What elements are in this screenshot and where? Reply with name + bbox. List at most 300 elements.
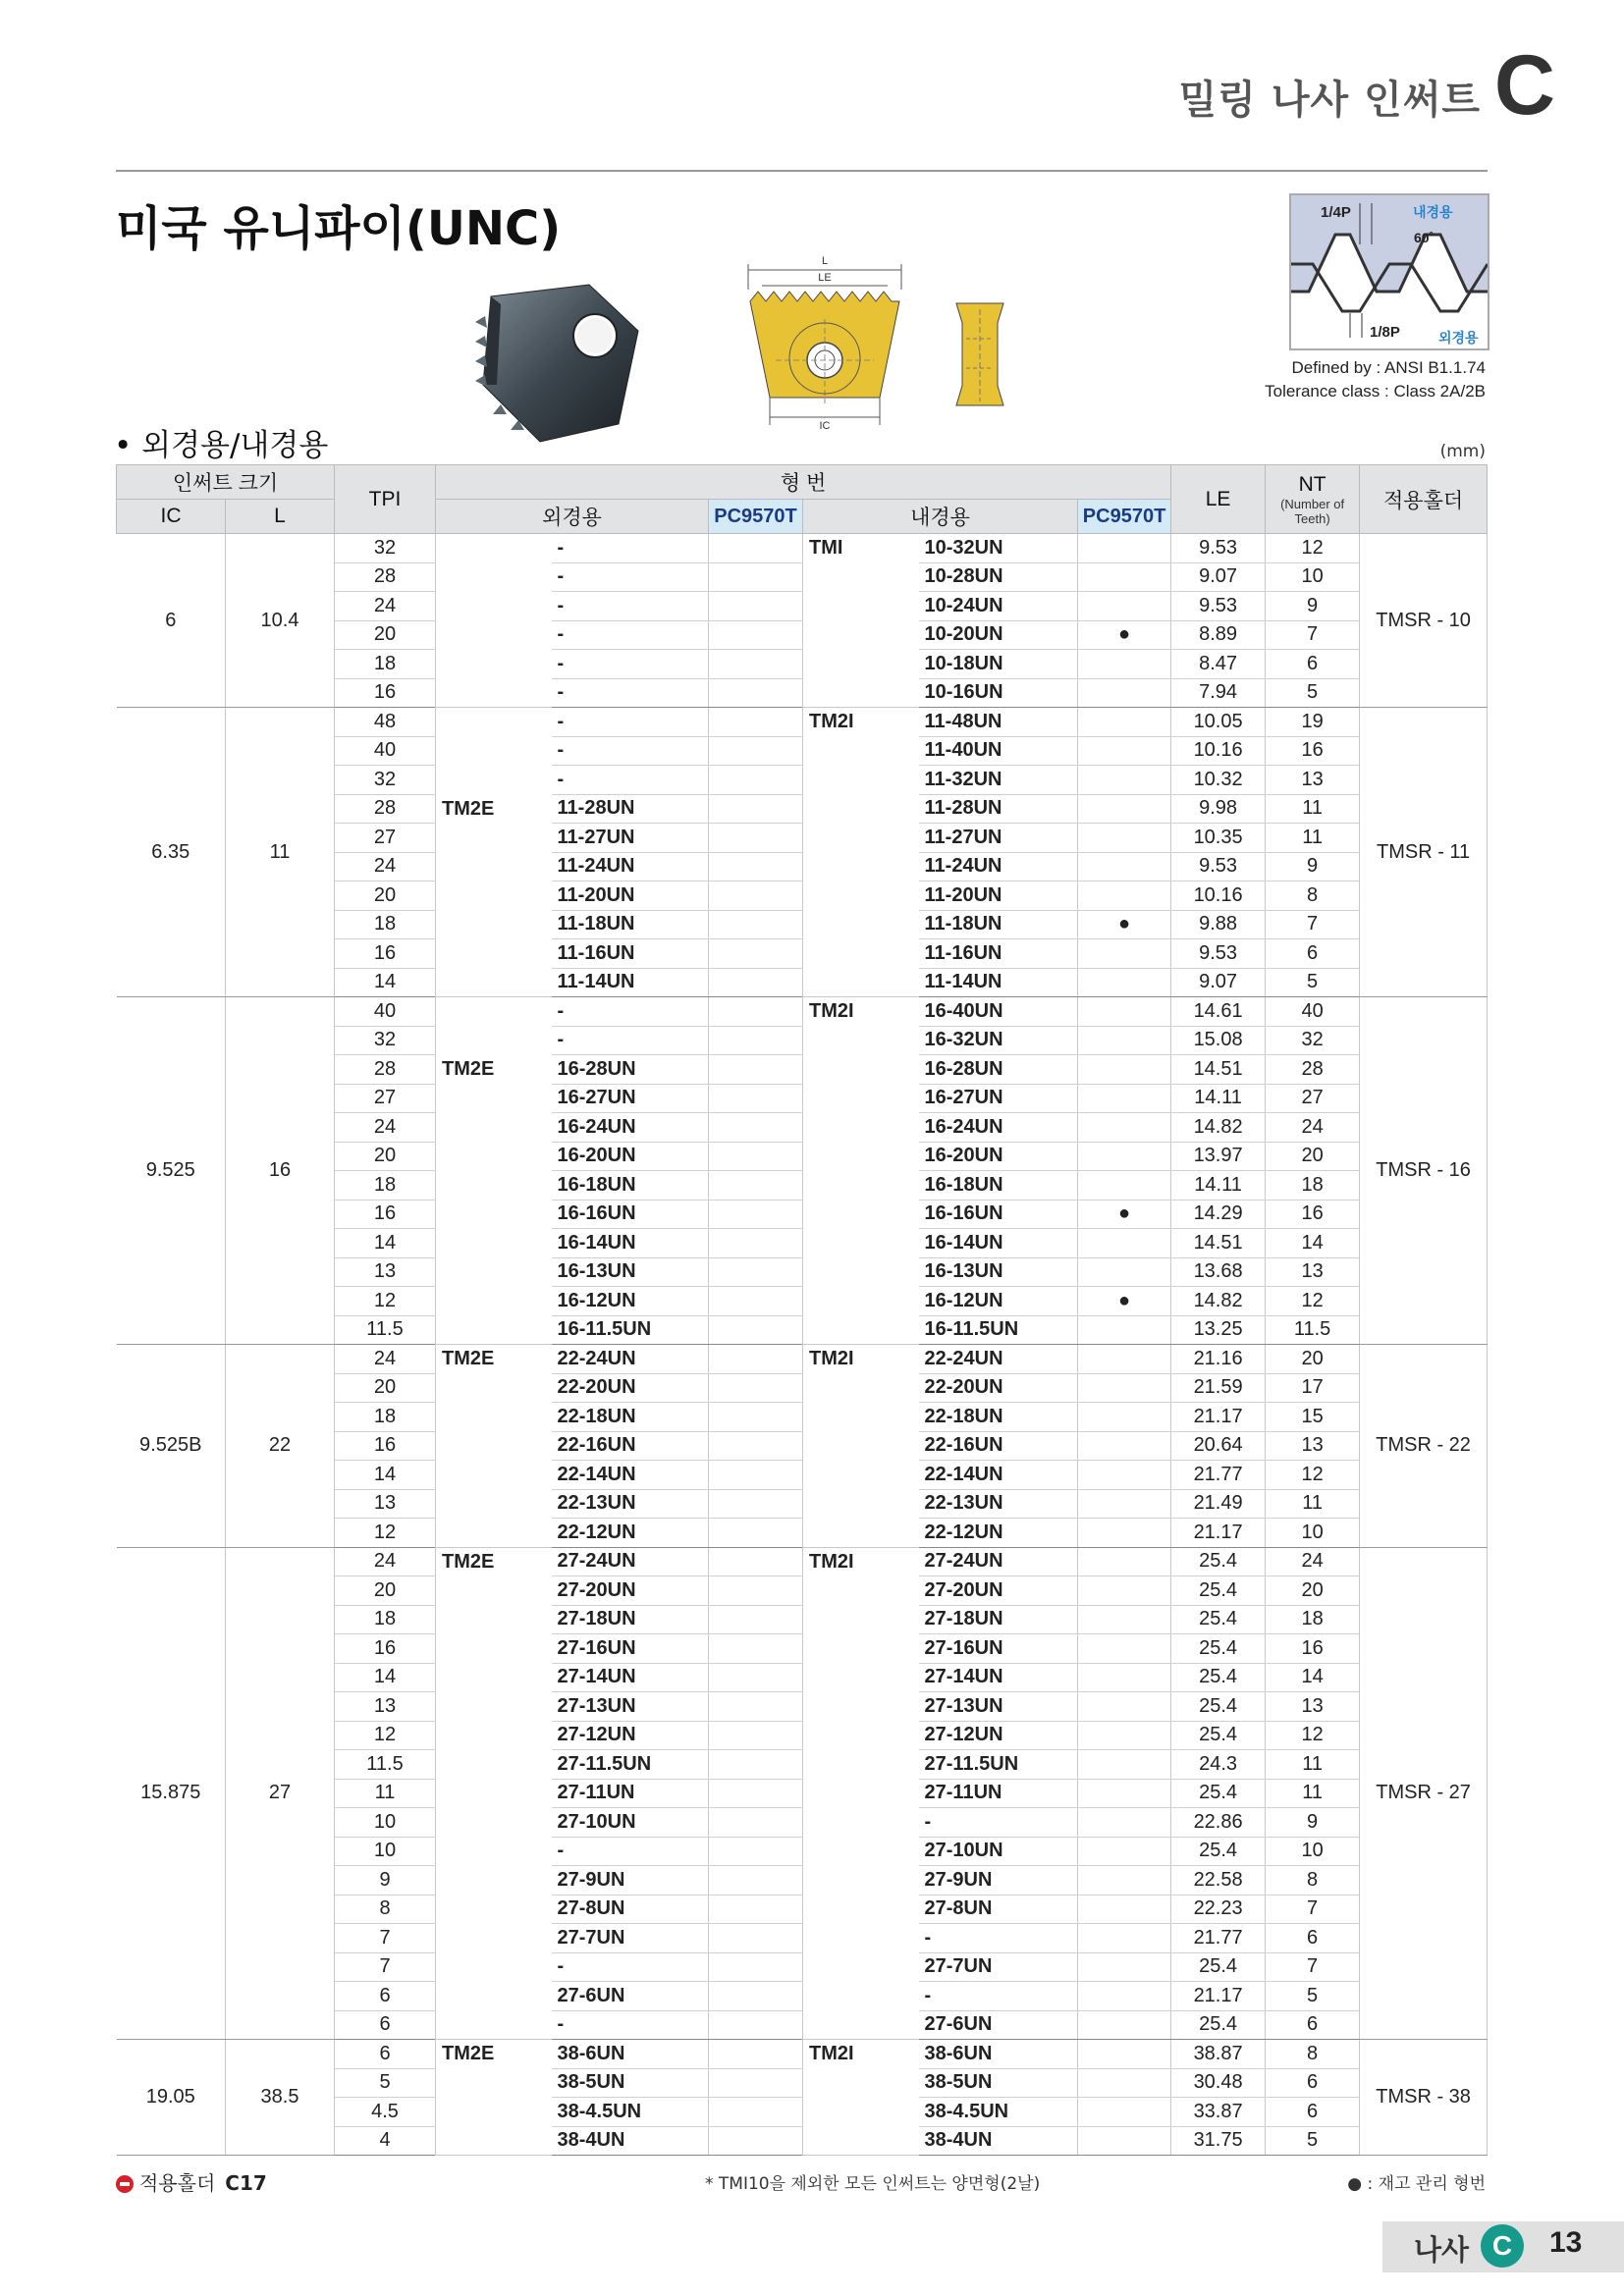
pc9570t-external-cell xyxy=(709,1519,803,1548)
pc9570t-internal-cell: ● xyxy=(1078,620,1171,650)
external-code-cell: - xyxy=(552,534,709,563)
tpi-cell: 8 xyxy=(335,1895,436,1924)
le-cell: 14.51 xyxy=(1171,1055,1266,1085)
l-cell: 38.5 xyxy=(226,2040,335,2156)
tpi-cell: 16 xyxy=(335,1431,436,1461)
tab-label: 나사 xyxy=(1414,2233,1470,2267)
tpi-cell: 12 xyxy=(335,1287,436,1316)
tpi-header: TPI xyxy=(335,465,436,534)
double-sided-note: * TMI10을 제외한 모든 인써트는 양면형(2날) xyxy=(705,2174,1041,2194)
pc9570t-external-cell xyxy=(709,736,803,766)
spec-table-body xyxy=(117,534,1488,2156)
tpi-cell: 14 xyxy=(335,968,436,997)
thread-profile-diagram xyxy=(1289,193,1489,350)
nt-cell: 11 xyxy=(1266,794,1360,824)
le-cell: 14.82 xyxy=(1171,1287,1266,1316)
holder-reference xyxy=(116,2167,267,2196)
tpi-cell: 20 xyxy=(335,1373,436,1403)
internal-code-cell: 16-32UN xyxy=(919,1026,1078,1055)
external-code-cell: 27-18UN xyxy=(552,1605,709,1634)
defined-by-line: Defined by : ANSI B1.1.74 xyxy=(1291,358,1486,377)
internal-code-cell: 10-20UN xyxy=(919,620,1078,650)
pc9570t-internal-cell xyxy=(1078,1924,1171,1953)
pc9570t-external-cell xyxy=(709,592,803,621)
internal-code-cell: 16-18UN xyxy=(919,1171,1078,1201)
internal-series-cell: TM2I xyxy=(803,1547,919,2040)
pc9570t-internal-cell xyxy=(1078,852,1171,881)
external-code-cell: - xyxy=(552,766,709,795)
external-code-cell: 22-24UN xyxy=(552,1345,709,1374)
pc9570t-internal-cell xyxy=(1078,1547,1171,1576)
holder-cell: TMSR - 10 xyxy=(1360,534,1488,708)
nt-cell: 10 xyxy=(1266,562,1360,592)
internal-code-cell: 22-14UN xyxy=(919,1461,1078,1490)
internal-header: 내경용 xyxy=(803,500,1078,534)
le-cell: 25.4 xyxy=(1171,2010,1266,2040)
tpi-cell: 20 xyxy=(335,1142,436,1171)
pc9570t-internal-cell xyxy=(1078,650,1171,679)
pc9570t-internal-cell xyxy=(1078,1113,1171,1143)
pc9570t-external-cell xyxy=(709,1605,803,1634)
external-code-cell: 16-14UN xyxy=(552,1229,709,1258)
external-code-cell: - xyxy=(552,562,709,592)
external-code-cell: 16-27UN xyxy=(552,1084,709,1113)
internal-code-cell: 16-20UN xyxy=(919,1142,1078,1171)
pc9570t-internal-cell xyxy=(1078,1171,1171,1201)
pc9570t-external-cell xyxy=(709,1634,803,1664)
external-code-cell: 27-9UN xyxy=(552,1866,709,1896)
external-code-cell: 16-24UN xyxy=(552,1113,709,1143)
pc9570t-internal-cell xyxy=(1078,1519,1171,1548)
internal-code-cell: 27-9UN xyxy=(919,1866,1078,1896)
holder-cell: TMSR - 11 xyxy=(1360,708,1488,997)
tpi-cell: 5 xyxy=(335,2068,436,2098)
le-cell: 33.87 xyxy=(1171,2098,1266,2127)
external-code-cell: 22-12UN xyxy=(552,1519,709,1548)
internal-code-cell: 22-12UN xyxy=(919,1519,1078,1548)
nt-cell: 11 xyxy=(1266,1750,1360,1780)
pc9570t-external-cell xyxy=(709,824,803,853)
pc9570t-internal-cell xyxy=(1078,1461,1171,1490)
pc9570t-internal-cell xyxy=(1078,968,1171,997)
pc9570t-external-cell xyxy=(709,794,803,824)
le-cell: 9.98 xyxy=(1171,794,1266,824)
pc9570t-internal-cell xyxy=(1078,708,1171,737)
external-series-label: TM2E xyxy=(442,1550,495,1573)
arrow-circle-icon xyxy=(116,2175,134,2193)
tpi-cell: 28 xyxy=(335,562,436,592)
tolerance-class-line: Tolerance class : Class 2A/2B xyxy=(1265,382,1486,400)
pc9570t-external-cell xyxy=(709,968,803,997)
external-code-cell: 27-11UN xyxy=(552,1779,709,1808)
ic-cell: 9.525B xyxy=(117,1345,226,1548)
holder-reference-page[interactable]: C17 xyxy=(225,2171,267,2195)
external-code-cell: 22-20UN xyxy=(552,1373,709,1403)
tpi-cell: 24 xyxy=(335,1345,436,1374)
le-cell: 25.4 xyxy=(1171,1721,1266,1750)
le-cell: 25.4 xyxy=(1171,1605,1266,1634)
pc9570t-external-cell xyxy=(709,2040,803,2069)
tpi-cell: 40 xyxy=(335,997,436,1027)
nt-cell: 6 xyxy=(1266,650,1360,679)
spec-table xyxy=(116,464,1488,2156)
nt-cell: 7 xyxy=(1266,620,1360,650)
internal-code-cell: 22-18UN xyxy=(919,1403,1078,1432)
external-code-cell: 22-18UN xyxy=(552,1403,709,1432)
internal-code-cell: 38-4.5UN xyxy=(919,2098,1078,2127)
external-code-cell: 27-10UN xyxy=(552,1808,709,1838)
pc9570t-internal-cell xyxy=(1078,562,1171,592)
nt-cell: 15 xyxy=(1266,1403,1360,1432)
nt-cell: 12 xyxy=(1266,1461,1360,1490)
le-cell: 10.35 xyxy=(1171,824,1266,853)
nt-cell: 13 xyxy=(1266,1431,1360,1461)
pc9570t-internal-cell xyxy=(1078,1866,1171,1896)
internal-code-cell: 11-48UN xyxy=(919,708,1078,737)
external-code-cell: 38-4UN xyxy=(552,2126,709,2156)
tpi-cell: 10 xyxy=(335,1808,436,1838)
external-code-cell: 27-8UN xyxy=(552,1895,709,1924)
nt-cell: 24 xyxy=(1266,1547,1360,1576)
nt-cell: 20 xyxy=(1266,1345,1360,1374)
le-cell: 9.53 xyxy=(1171,939,1266,969)
quarter-pitch-label: 1/4P xyxy=(1321,204,1351,221)
internal-code-cell: 16-24UN xyxy=(919,1113,1078,1143)
external-code-cell: - xyxy=(552,678,709,708)
tpi-cell: 18 xyxy=(335,650,436,679)
internal-code-cell: 11-20UN xyxy=(919,881,1078,911)
tpi-cell: 32 xyxy=(335,534,436,563)
internal-code-cell: 16-27UN xyxy=(919,1084,1078,1113)
le-cell: 25.4 xyxy=(1171,1952,1266,1982)
pc9570t-internal-cell xyxy=(1078,1605,1171,1634)
pc9570t-external-cell xyxy=(709,2068,803,2098)
external-code-cell: 11-28UN xyxy=(552,794,709,824)
external-code-cell: 38-5UN xyxy=(552,2068,709,2098)
le-cell: 20.64 xyxy=(1171,1431,1266,1461)
internal-code-cell: 27-11UN xyxy=(919,1779,1078,1808)
tpi-cell: 48 xyxy=(335,708,436,737)
nt-cell: 8 xyxy=(1266,881,1360,911)
le-cell: 25.4 xyxy=(1171,1663,1266,1692)
holder-cell: TMSR - 27 xyxy=(1360,1547,1488,2040)
tpi-cell: 13 xyxy=(335,1489,436,1519)
table-row xyxy=(117,1547,1488,1576)
pc9570t-internal-cell: ● xyxy=(1078,910,1171,939)
ic-dimension-label: IC xyxy=(819,420,831,432)
internal-code-cell: 27-18UN xyxy=(919,1605,1078,1634)
l-cell: 11 xyxy=(226,708,335,997)
internal-code-cell: 27-7UN xyxy=(919,1952,1078,1982)
external-code-cell: 38-4.5UN xyxy=(552,2098,709,2127)
page-title: 미국 유니파이(UNC) xyxy=(116,201,562,256)
le-cell: 22.23 xyxy=(1171,1895,1266,1924)
external-code-cell: 22-16UN xyxy=(552,1431,709,1461)
internal-code-cell: 27-16UN xyxy=(919,1634,1078,1664)
internal-code-cell: 10-16UN xyxy=(919,678,1078,708)
external-code-cell: 27-20UN xyxy=(552,1576,709,1606)
tpi-cell: 11.5 xyxy=(335,1315,436,1345)
le-cell: 21.17 xyxy=(1171,1519,1266,1548)
pc9570t-external-header: PC9570T xyxy=(709,500,803,534)
chapter-title: 밀링 나사 인써트 xyxy=(1178,78,1481,123)
le-cell: 21.49 xyxy=(1171,1489,1266,1519)
pc9570t-internal-cell xyxy=(1078,2126,1171,2156)
nt-cell: 18 xyxy=(1266,1171,1360,1201)
le-cell: 25.4 xyxy=(1171,1576,1266,1606)
le-cell: 9.53 xyxy=(1171,534,1266,563)
le-cell: 9.07 xyxy=(1171,968,1266,997)
nt-cell: 12 xyxy=(1266,534,1360,563)
holder-cell: TMSR - 38 xyxy=(1360,2040,1488,2156)
pc9570t-internal-cell xyxy=(1078,592,1171,621)
internal-code-cell: 27-6UN xyxy=(919,2010,1078,2040)
tpi-cell: 27 xyxy=(335,1084,436,1113)
pc9570t-external-cell xyxy=(709,1315,803,1345)
pc9570t-external-cell xyxy=(709,1808,803,1838)
le-cell: 8.47 xyxy=(1171,650,1266,679)
nt-cell: 11 xyxy=(1266,824,1360,853)
tpi-cell: 6 xyxy=(335,2010,436,2040)
le-cell: 10.32 xyxy=(1171,766,1266,795)
pc9570t-internal-cell xyxy=(1078,534,1171,563)
internal-series-cell: TM2I xyxy=(803,2040,919,2156)
holder-header: 적용홀더 xyxy=(1360,465,1488,534)
tpi-cell: 16 xyxy=(335,678,436,708)
nt-cell: 10 xyxy=(1266,1837,1360,1866)
le-cell: 31.75 xyxy=(1171,2126,1266,2156)
standard-spec xyxy=(1265,356,1486,403)
tpi-cell: 16 xyxy=(335,939,436,969)
pc9570t-internal-cell xyxy=(1078,1750,1171,1780)
pc9570t-external-cell xyxy=(709,1866,803,1896)
pc9570t-external-cell xyxy=(709,1287,803,1316)
external-series-label: TM2E xyxy=(442,2043,495,2064)
tpi-cell: 28 xyxy=(335,794,436,824)
pc9570t-internal-cell xyxy=(1078,1026,1171,1055)
table-row xyxy=(117,708,1488,737)
tpi-cell: 20 xyxy=(335,620,436,650)
pc9570t-external-cell xyxy=(709,1229,803,1258)
nt-cell: 6 xyxy=(1266,2098,1360,2127)
pc9570t-external-cell xyxy=(709,2010,803,2040)
tpi-cell: 24 xyxy=(335,852,436,881)
le-cell: 10.05 xyxy=(1171,708,1266,737)
pc9570t-internal-cell xyxy=(1078,1373,1171,1403)
pc9570t-internal-cell xyxy=(1078,1345,1171,1374)
tpi-cell: 32 xyxy=(335,1026,436,1055)
external-series-label: TM2E xyxy=(442,797,495,820)
external-code-cell: - xyxy=(552,736,709,766)
external-code-cell: 22-13UN xyxy=(552,1489,709,1519)
le-cell: 22.58 xyxy=(1171,1866,1266,1896)
insert-side-drawing xyxy=(952,299,1007,409)
pc9570t-internal-cell: ● xyxy=(1078,1200,1171,1229)
le-cell: 24.3 xyxy=(1171,1750,1266,1780)
internal-code-cell: 11-32UN xyxy=(919,766,1078,795)
le-cell: 21.59 xyxy=(1171,1373,1266,1403)
internal-label: 내경용 xyxy=(1413,205,1453,221)
internal-code-cell: 27-8UN xyxy=(919,1895,1078,1924)
external-code-cell: - xyxy=(552,708,709,737)
pc9570t-internal-cell xyxy=(1078,1779,1171,1808)
nt-cell: 20 xyxy=(1266,1576,1360,1606)
tpi-cell: 18 xyxy=(335,1403,436,1432)
le-cell: 13.25 xyxy=(1171,1315,1266,1345)
internal-series-cell: TMI xyxy=(803,534,919,708)
tpi-cell: 10 xyxy=(335,1837,436,1866)
tpi-cell: 16 xyxy=(335,1200,436,1229)
tpi-cell: 20 xyxy=(335,881,436,911)
page-number: 13 xyxy=(1549,2226,1583,2259)
pc9570t-external-cell xyxy=(709,852,803,881)
holder-reference-label: 적용홀더 xyxy=(139,2171,216,2195)
nt-cell: 13 xyxy=(1266,766,1360,795)
pc9570t-internal-cell: ● xyxy=(1078,1287,1171,1316)
internal-code-cell: 27-13UN xyxy=(919,1692,1078,1722)
nt-cell: 9 xyxy=(1266,592,1360,621)
tpi-cell: 14 xyxy=(335,1229,436,1258)
nt-cell: 6 xyxy=(1266,1924,1360,1953)
le-cell: 21.77 xyxy=(1171,1461,1266,1490)
tpi-cell: 24 xyxy=(335,1547,436,1576)
pc9570t-external-cell xyxy=(709,1721,803,1750)
le-dimension-label: LE xyxy=(818,272,832,284)
internal-code-cell: 27-10UN xyxy=(919,1837,1078,1866)
pc9570t-internal-cell xyxy=(1078,1721,1171,1750)
internal-code-cell: 10-18UN xyxy=(919,650,1078,679)
pc9570t-internal-cell xyxy=(1078,881,1171,911)
external-series-cell xyxy=(436,534,552,708)
le-cell: 9.88 xyxy=(1171,910,1266,939)
le-cell: 10.16 xyxy=(1171,881,1266,911)
nt-cell: 5 xyxy=(1266,678,1360,708)
tpi-cell: 28 xyxy=(335,1055,436,1085)
external-code-cell: 38-6UN xyxy=(552,2040,709,2069)
le-cell: 22.86 xyxy=(1171,1808,1266,1838)
internal-code-cell: 16-14UN xyxy=(919,1229,1078,1258)
table-row xyxy=(117,1345,1488,1374)
pc9570t-external-cell xyxy=(709,1982,803,2011)
nt-cell: 7 xyxy=(1266,1952,1360,1982)
tpi-cell: 11.5 xyxy=(335,1750,436,1780)
external-header: 외경용 xyxy=(436,500,709,534)
pc9570t-internal-header: PC9570T xyxy=(1078,500,1171,534)
pc9570t-external-cell xyxy=(709,534,803,563)
external-code-cell: 27-7UN xyxy=(552,1924,709,1953)
l-dimension-label: L xyxy=(821,255,829,267)
ic-cell: 9.525 xyxy=(117,997,226,1345)
nt-cell: 12 xyxy=(1266,1721,1360,1750)
tpi-cell: 4 xyxy=(335,2126,436,2156)
tpi-cell: 20 xyxy=(335,1576,436,1606)
external-code-cell: 11-18UN xyxy=(552,910,709,939)
le-cell: 25.4 xyxy=(1171,1837,1266,1866)
external-code-cell: 27-11.5UN xyxy=(552,1750,709,1780)
le-cell: 14.61 xyxy=(1171,997,1266,1027)
external-code-cell: 16-28UN xyxy=(552,1055,709,1085)
nt-cell: 40 xyxy=(1266,997,1360,1027)
tpi-cell: 7 xyxy=(335,1952,436,1982)
nt-cell: 8 xyxy=(1266,2040,1360,2069)
internal-code-cell: 16-16UN xyxy=(919,1200,1078,1229)
nt-cell: 5 xyxy=(1266,2126,1360,2156)
ic-cell: 6.35 xyxy=(117,708,226,997)
pc9570t-external-cell xyxy=(709,1952,803,1982)
ic-cell: 15.875 xyxy=(117,1547,226,2040)
external-code-cell: 11-14UN xyxy=(552,968,709,997)
le-cell: 25.4 xyxy=(1171,1547,1266,1576)
pc9570t-external-cell xyxy=(709,1373,803,1403)
pc9570t-external-cell xyxy=(709,1663,803,1692)
pc9570t-external-cell xyxy=(709,766,803,795)
pc9570t-external-cell xyxy=(709,678,803,708)
internal-code-cell: 16-28UN xyxy=(919,1055,1078,1085)
le-cell: 21.77 xyxy=(1171,1924,1266,1953)
pc9570t-internal-cell xyxy=(1078,1055,1171,1085)
pc9570t-external-cell xyxy=(709,997,803,1027)
external-code-cell: 11-16UN xyxy=(552,939,709,969)
nt-cell: 7 xyxy=(1266,910,1360,939)
external-series-cell xyxy=(436,1345,552,1548)
external-code-cell: 27-12UN xyxy=(552,1721,709,1750)
table-row xyxy=(117,534,1488,563)
internal-code-cell: 22-13UN xyxy=(919,1489,1078,1519)
external-series-cell xyxy=(436,2040,552,2156)
tpi-cell: 6 xyxy=(335,1982,436,2011)
tpi-cell: 14 xyxy=(335,1461,436,1490)
nt-cell: 11 xyxy=(1266,1779,1360,1808)
external-code-cell: - xyxy=(552,1837,709,1866)
internal-series-cell: TM2I xyxy=(803,1345,919,1548)
internal-code-cell: 10-28UN xyxy=(919,562,1078,592)
nt-cell: 16 xyxy=(1266,736,1360,766)
tpi-cell: 18 xyxy=(335,1605,436,1634)
le-cell: 21.16 xyxy=(1171,1345,1266,1374)
le-cell: 14.29 xyxy=(1171,1200,1266,1229)
nt-cell: 27 xyxy=(1266,1084,1360,1113)
internal-code-cell: 27-20UN xyxy=(919,1576,1078,1606)
external-code-cell: 27-13UN xyxy=(552,1692,709,1722)
external-code-cell: 27-6UN xyxy=(552,1982,709,2011)
pc9570t-external-cell xyxy=(709,1113,803,1143)
nt-cell: 28 xyxy=(1266,1055,1360,1085)
l-cell: 10.4 xyxy=(226,534,335,708)
pc9570t-external-cell xyxy=(709,708,803,737)
nt-cell: 32 xyxy=(1266,1026,1360,1055)
tpi-cell: 18 xyxy=(335,910,436,939)
le-cell: 13.68 xyxy=(1171,1257,1266,1287)
tpi-cell: 12 xyxy=(335,1721,436,1750)
unit-label: (mm) xyxy=(1439,442,1486,461)
table-row xyxy=(117,997,1488,1027)
pc9570t-external-cell xyxy=(709,2126,803,2156)
nt-header xyxy=(1266,465,1360,534)
internal-code-cell: 38-4UN xyxy=(919,2126,1078,2156)
internal-code-cell: - xyxy=(919,1808,1078,1838)
pc9570t-internal-cell xyxy=(1078,1403,1171,1432)
pc9570t-internal-cell xyxy=(1078,997,1171,1027)
le-header: LE xyxy=(1171,465,1266,534)
nt-cell: 5 xyxy=(1266,1982,1360,2011)
pc9570t-internal-cell xyxy=(1078,824,1171,853)
external-code-cell: 16-12UN xyxy=(552,1287,709,1316)
pc9570t-internal-cell xyxy=(1078,2010,1171,2040)
l-cell: 22 xyxy=(226,1345,335,1548)
insert-size-header: 인써트 크기 xyxy=(117,465,335,500)
nt-cell: 11 xyxy=(1266,1489,1360,1519)
pc9570t-internal-cell xyxy=(1078,2040,1171,2069)
